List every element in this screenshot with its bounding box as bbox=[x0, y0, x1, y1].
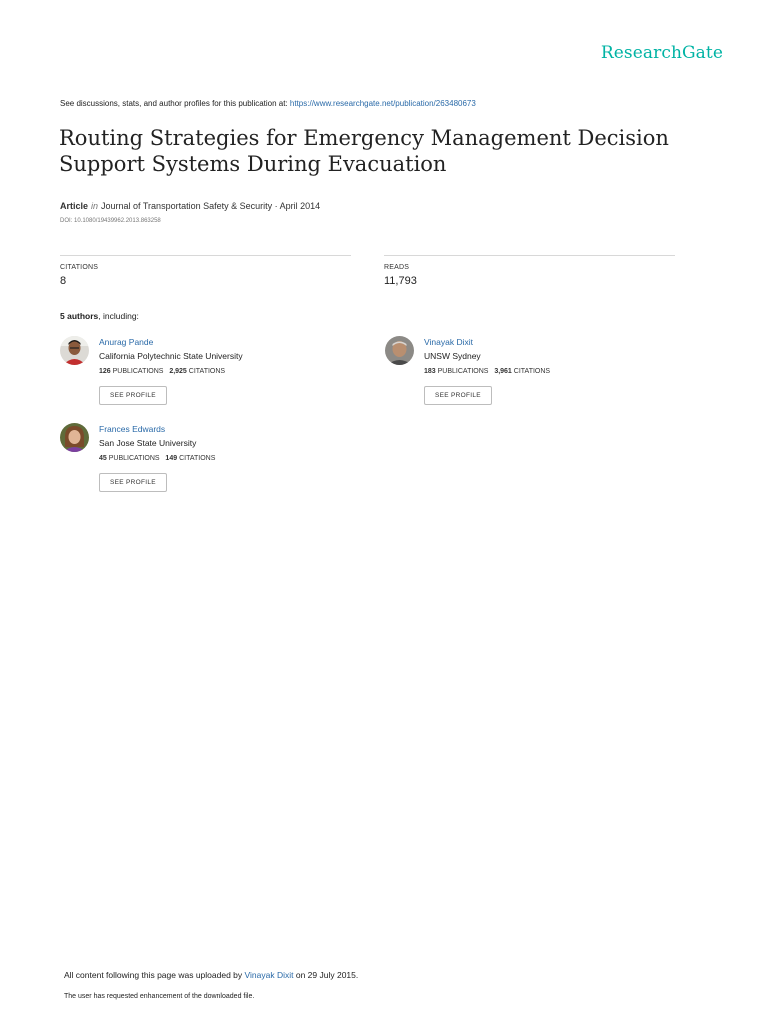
author-info bbox=[424, 336, 550, 405]
upload-suffix: on 29 July 2015. bbox=[293, 970, 359, 980]
publications-count: 183 bbox=[424, 368, 436, 375]
author-counts bbox=[99, 367, 243, 377]
citations-count: 2,925 bbox=[169, 368, 187, 375]
author-card bbox=[60, 423, 360, 493]
upload-prefix: All content following this page was uploaded by bbox=[64, 970, 245, 980]
author-avatar[interactable] bbox=[385, 336, 414, 365]
publication-type: Article bbox=[60, 201, 89, 211]
author-info bbox=[99, 423, 215, 492]
researchgate-logo[interactable]: ResearchGate bbox=[600, 43, 723, 63]
reads-value: 11,793 bbox=[384, 275, 417, 287]
citations-count-label: CITATIONS bbox=[179, 455, 216, 462]
authors-heading bbox=[60, 311, 139, 321]
author-name[interactable]: Anurag Pande bbox=[99, 337, 154, 347]
person-photo-icon bbox=[60, 423, 89, 452]
discussion-text: See discussions, stats, and author profiles for this publication at: bbox=[60, 99, 290, 108]
uploader-link[interactable]: Vinayak Dixit bbox=[244, 970, 294, 980]
upload-notice bbox=[64, 970, 358, 980]
in-label: in bbox=[91, 201, 99, 211]
citations-count-label: CITATIONS bbox=[513, 368, 551, 375]
author-name[interactable]: Vinayak Dixit bbox=[424, 337, 473, 347]
publications-count: 45 bbox=[99, 455, 107, 462]
journal-venue: Journal of Transportation Safety & Security · April 2014 bbox=[101, 201, 321, 211]
author-institution: California Polytechnic State University bbox=[99, 351, 243, 361]
publication-link[interactable]: https://www.researchgate.net/publication/263480673 bbox=[289, 99, 476, 108]
reads-stat bbox=[384, 255, 675, 287]
person-photo-icon bbox=[385, 336, 414, 365]
author-avatar[interactable] bbox=[60, 336, 89, 365]
authors-suffix: , including: bbox=[98, 311, 139, 321]
citations-label: CITATIONS bbox=[60, 264, 99, 271]
citations-stat bbox=[60, 255, 351, 287]
author-card bbox=[60, 336, 360, 406]
citations-value: 8 bbox=[60, 275, 67, 287]
citations-count-label: CITATIONS bbox=[188, 368, 226, 375]
publication-title: Routing Strategies for Emergency Management Decision Support Systems During Evacuation bbox=[59, 126, 669, 176]
citations-count: 149 bbox=[165, 455, 178, 462]
author-card bbox=[385, 336, 685, 406]
author-info bbox=[99, 336, 243, 405]
author-counts bbox=[99, 454, 215, 464]
publications-count: 126 bbox=[99, 368, 111, 375]
citations-count: 3,961 bbox=[494, 368, 512, 375]
publication-meta bbox=[60, 201, 320, 211]
authors-count: 5 authors bbox=[60, 311, 99, 321]
enhancement-note: The user has requested enhancement of the downloaded file. bbox=[64, 993, 255, 1000]
author-avatar[interactable] bbox=[60, 423, 89, 452]
person-photo-icon bbox=[60, 336, 89, 365]
discussion-line bbox=[60, 99, 476, 108]
see-profile-button[interactable]: SEE PROFILE bbox=[99, 386, 167, 405]
publications-label: PUBLICATIONS bbox=[112, 368, 164, 375]
publications-label: PUBLICATIONS bbox=[437, 368, 489, 375]
doi: DOI: 10.1080/19439962.2013.863258 bbox=[60, 218, 161, 224]
publications-label: PUBLICATIONS bbox=[108, 455, 160, 462]
see-profile-button[interactable]: SEE PROFILE bbox=[424, 386, 492, 405]
reads-label: READS bbox=[384, 264, 410, 271]
author-counts bbox=[424, 367, 550, 377]
see-profile-button[interactable]: SEE PROFILE bbox=[99, 473, 167, 492]
author-institution: UNSW Sydney bbox=[424, 351, 481, 361]
author-institution: San Jose State University bbox=[99, 438, 197, 448]
author-name[interactable]: Frances Edwards bbox=[99, 424, 166, 434]
